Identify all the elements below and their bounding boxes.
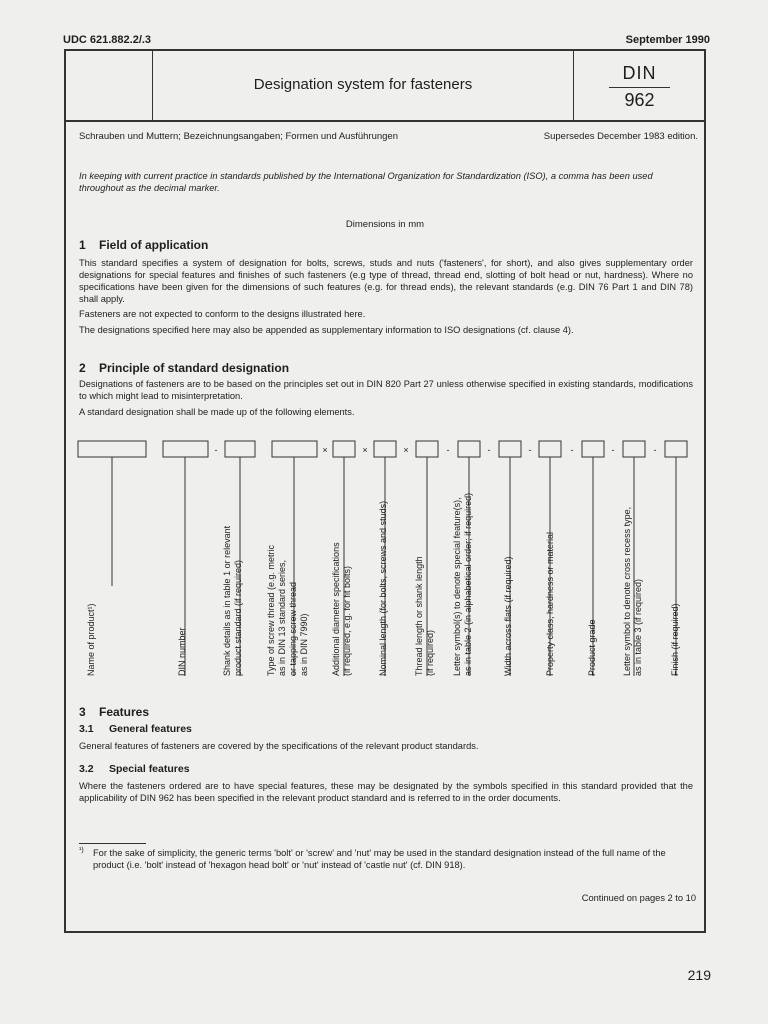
separator: - <box>446 445 450 455</box>
element-box <box>272 441 317 457</box>
element-box <box>225 441 255 457</box>
section-1-paragraph-2: Fasteners are not expected to conform to the designs illustrated here. <box>79 309 366 319</box>
label-additional-diameter: Additional diameter specifications (if required, e.g. for fit bolts) <box>331 542 352 676</box>
label-nominal-length: Nominal length (for bolts, screws and studs) <box>378 500 388 676</box>
separator: - <box>653 445 657 455</box>
element-box <box>499 441 521 457</box>
supersedes-note: Supersedes December 1983 edition. <box>543 131 698 142</box>
footnote-text: For the sake of simplicity, the generic terms 'bolt' or 'screw' and 'nut' may be used in the standard designation instead of the full name of the product (i.e. 'bolt' instead of 'hexagon head bolt' or 'nut' instead of 'castle nut' (cf. DIN 918). <box>93 848 666 870</box>
separator: × <box>362 445 368 455</box>
element-box <box>623 441 645 457</box>
label-cross-recess: Letter symbol to denote cross recess type, as in table 3 (if required) <box>622 506 643 676</box>
label-name-of-product: Name of product¹) <box>86 603 96 676</box>
page-number: 219 <box>687 967 711 983</box>
section-3-2-title: Special features <box>109 763 190 775</box>
section-1-paragraph-3: The designations specified here may also be appended as supplementary information to ISO designations (cf. clause 4). <box>79 325 574 335</box>
section-3-1-number: 3.1 <box>79 723 94 735</box>
separator: - <box>611 445 615 455</box>
label-thread-length: Thread length or shank length (if required) <box>414 556 435 676</box>
german-title: Schrauben und Muttern; Bezeichnungsangaben; Formen und Ausführungen <box>79 131 399 142</box>
element-box <box>374 441 396 457</box>
title-block-left-cell <box>64 49 153 122</box>
section-3-1-title: General features <box>109 723 192 735</box>
section-1-number: 1 <box>79 238 86 252</box>
din-number: 962 <box>624 90 655 110</box>
document-title: Designation system for fasteners <box>253 76 473 93</box>
element-box <box>458 441 480 457</box>
separator: × <box>403 445 409 455</box>
din-divider <box>609 87 670 88</box>
section-2-paragraph-1: Designations of fasteners are to be based on the principles set out in DIN 820 Part 27 unless otherwise specified in existing standards, modifications to which might lead to misinterpretation. <box>79 379 693 401</box>
label-special-features: Letter symbol(s) to denote special feature(s), as in table 2 (in alphabetical order; if required) <box>452 492 473 676</box>
element-box <box>539 441 561 457</box>
section-1-title: Field of application <box>99 238 209 252</box>
section-2-paragraph-2: A standard designation shall be made up of the following elements. <box>79 407 355 417</box>
section-3-title: Features <box>99 705 150 719</box>
separator: - <box>570 445 574 455</box>
section-1-paragraph-1: This standard specifies a system of designation for bolts, screws, studs and nuts ('fasteners', for short), and also gives supplementary order designations for special features and finishes of such fasteners (e.g type of thread, thread end, slotting of bolt head or nut, hardness). Where no specifications have been given for the dimensions of such features (e.g. for thread ends), the relevant standards (e.g. DIN 76 Part 1 and DIN 78) shall apply. <box>79 258 693 304</box>
label-shank-details: Shank details as in table 1 or relevant product standard (if required) <box>222 525 243 676</box>
section-2-number: 2 <box>79 361 86 375</box>
section-2-title: Principle of standard designation <box>99 361 290 375</box>
section-3-heading <box>79 705 149 719</box>
label-width-across-flats: Width across flats (if required) <box>503 556 513 676</box>
separator: × <box>322 445 328 455</box>
footnote-rule <box>79 843 146 844</box>
section-3-1-text: General features of fasteners are covered by the specifications of the relevant product standards. <box>79 741 479 751</box>
separator: - <box>487 445 491 455</box>
separator: - <box>528 445 532 455</box>
label-din-number: DIN number <box>177 627 187 676</box>
element-box <box>582 441 604 457</box>
section-1-heading <box>79 238 208 252</box>
element-box <box>665 441 687 457</box>
element-box <box>416 441 438 457</box>
udc-code: UDC 621.882.2/.3 <box>63 34 152 46</box>
section-2-heading <box>79 361 289 375</box>
iso-note: In keeping with current practice in standards published by the International Organization for Standardization (ISO), a comma has been used throughout as the decimal marker. <box>79 171 653 193</box>
label-finish: Finish (if required) <box>670 603 680 676</box>
din-cell <box>573 49 706 122</box>
section-3-1-heading <box>79 723 192 735</box>
section-3-2-text: Where the fasteners ordered are to have special features, these may be designated by the symbols specified in this standard provided that the applicability of DIN 962 has been specified in the relevant product standard and is referred to in the order documents. <box>79 781 693 803</box>
din-label: DIN <box>622 63 657 83</box>
section-3-number: 3 <box>79 705 86 719</box>
label-thread-type: Type of screw thread (e.g. metric as in DIN 13 standard series, or tapping screw thread as in DIN 7990) <box>266 544 309 676</box>
footnote-mark: ¹) <box>79 847 84 854</box>
continued-note: Continued on pages 2 to 10 <box>581 893 696 903</box>
publication-date: September 1990 <box>625 34 710 46</box>
section-3-2-heading <box>79 763 190 775</box>
element-box <box>333 441 355 457</box>
element-box <box>163 441 208 457</box>
element-box <box>78 441 146 457</box>
label-property-class: Property class, hardness or material <box>545 531 555 676</box>
label-product-grade: Product grade <box>587 619 597 676</box>
separator: - <box>214 445 218 455</box>
section-3-2-number: 3.2 <box>79 763 94 775</box>
dimensions-note: Dimensions in mm <box>345 219 425 230</box>
